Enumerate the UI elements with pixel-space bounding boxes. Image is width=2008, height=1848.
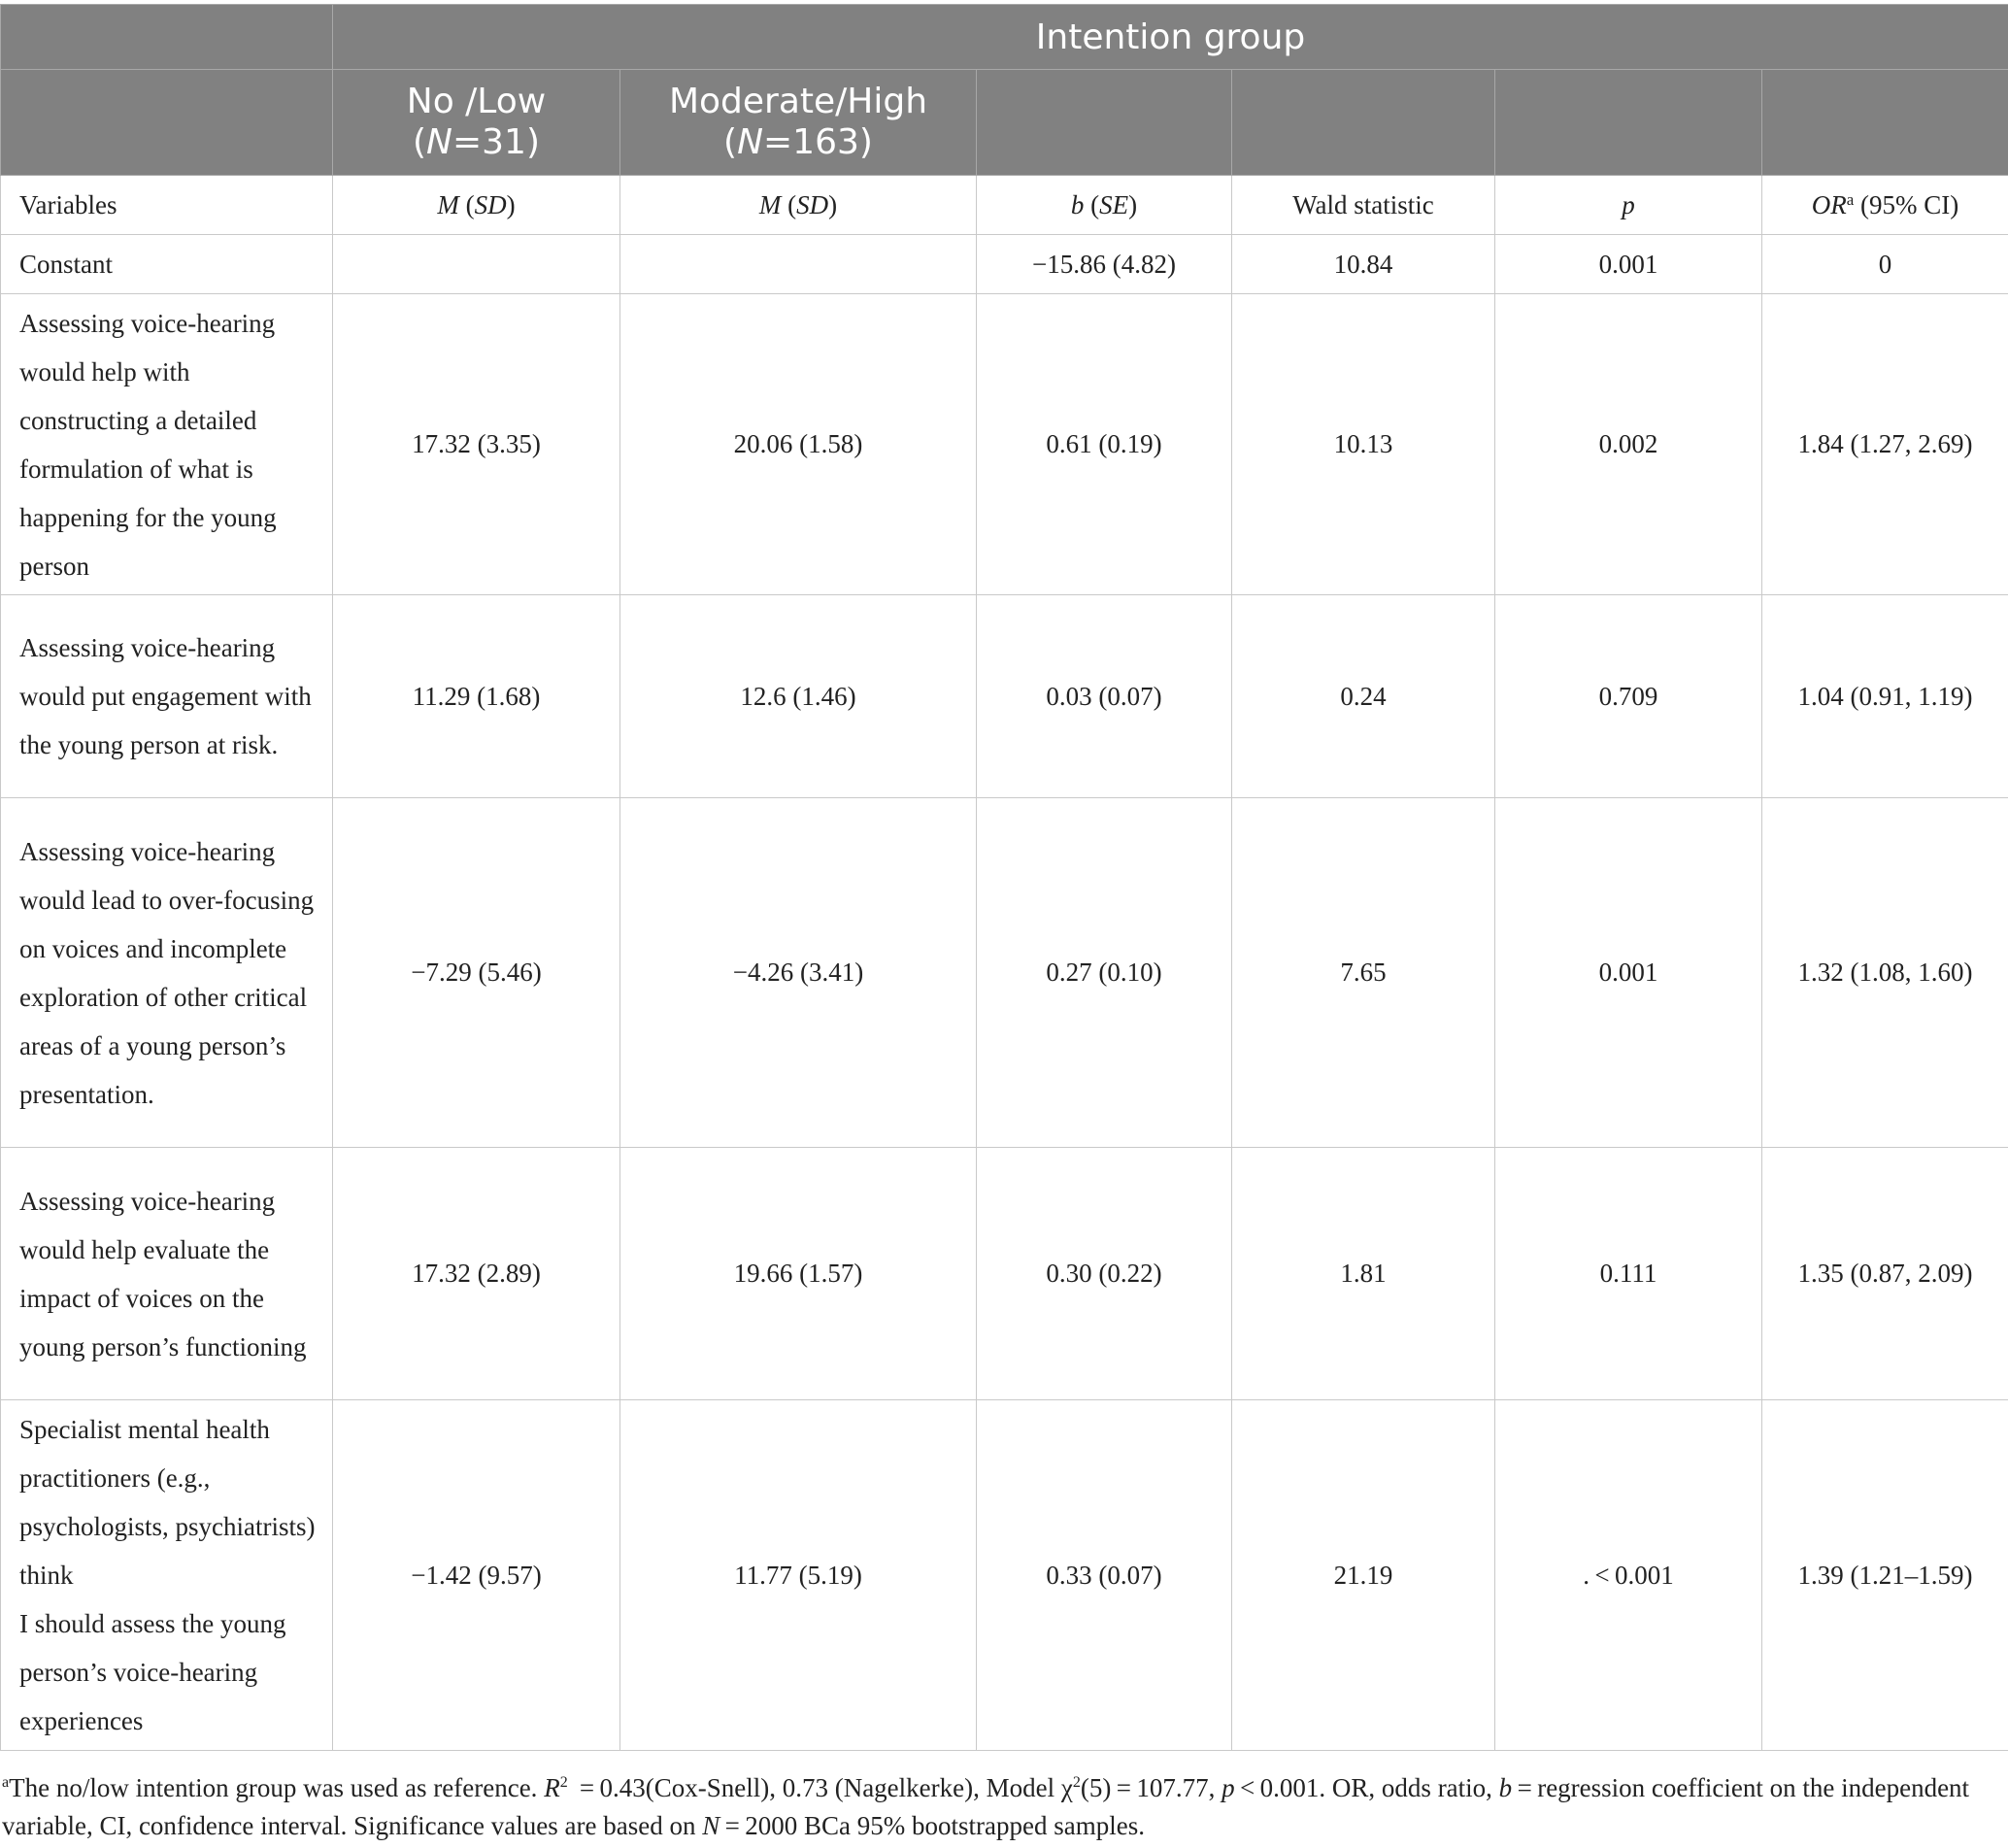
cell-p: 0.111 xyxy=(1495,1148,1762,1400)
col-header-low xyxy=(333,70,620,176)
b-se-header: b (SE) xyxy=(977,176,1232,235)
regression-table xyxy=(0,4,2008,1751)
header-blank-cell xyxy=(1495,70,1762,176)
row-label: Assessing voice-hearing would help with constructing a detailed formulation of what is happening for the young person xyxy=(1,294,333,595)
cell-b-se: 0.30 (0.22) xyxy=(977,1148,1232,1400)
cell-low: −7.29 (5.46) xyxy=(333,798,620,1148)
table-row xyxy=(1,294,2008,595)
cell-p: 0.002 xyxy=(1495,294,1762,595)
col-header-high xyxy=(620,70,977,176)
cell-b-se: 0.03 (0.07) xyxy=(977,595,1232,798)
table-row xyxy=(1,1400,2008,1751)
row-label-line1: Specialist mental health practitioners (e.g., psychologists, psychiatrists) think xyxy=(19,1415,316,1590)
cell-high: 19.66 (1.57) xyxy=(620,1148,977,1400)
cell-p: 0.001 xyxy=(1495,798,1762,1148)
row-label xyxy=(1,1400,333,1751)
header-row-group xyxy=(1,5,2008,70)
table-row xyxy=(1,1148,2008,1400)
cell-high xyxy=(620,235,977,294)
cell-or: 0 xyxy=(1762,235,2008,294)
cell-b-se: 0.27 (0.10) xyxy=(977,798,1232,1148)
row-label: Assessing voice-hearing would help evaluate the impact of voices on the young person’s functioning xyxy=(1,1148,333,1400)
cell-low: −1.42 (9.57) xyxy=(333,1400,620,1751)
intention-group-header: Intention group xyxy=(333,5,2008,70)
or-header: $OR^a$ (95% CI) xyxy=(1762,176,2008,235)
cell-high: 20.06 (1.58) xyxy=(620,294,977,595)
cell-wald: 10.84 xyxy=(1232,235,1495,294)
cell-or: 1.84 (1.27, 2.69) xyxy=(1762,294,2008,595)
m-sd-low-header: M (SD) xyxy=(333,176,620,235)
header-blank-cell xyxy=(1762,70,2008,176)
col-high-n: (N=163) xyxy=(723,122,873,162)
header-row-groups xyxy=(1,70,2008,176)
header-blank-cell xyxy=(1,5,333,70)
cell-b-se: 0.61 (0.19) xyxy=(977,294,1232,595)
table-footnote: $^a$The no/low intention group was used as reference. $R^2$ = 0.43(Cox-Snell), 0.73 (Nagelkerke), Model $\chi^2(5) = 107.77$, p < 0.001. OR, odds ratio, b = regression coefficient on the independent variable, CI, confidence interval. Significance values are based on N = 2000 BCa 95% bootstrapped samples. xyxy=(2,1773,1970,1840)
cell-low xyxy=(333,235,620,294)
cell-wald: 10.13 xyxy=(1232,294,1495,595)
cell-wald: 0.24 xyxy=(1232,595,1495,798)
cell-b-se: −15.86 (4.82) xyxy=(977,235,1232,294)
cell-low: 17.32 (2.89) xyxy=(333,1148,620,1400)
cell-or: 1.04 (0.91, 1.19) xyxy=(1762,595,2008,798)
cell-or: 1.35 (0.87, 2.09) xyxy=(1762,1148,2008,1400)
m-sd-high-header: M (SD) xyxy=(620,176,977,235)
cell-wald: 21.19 xyxy=(1232,1400,1495,1751)
table-row xyxy=(1,595,2008,798)
col-low-label: No /Low xyxy=(406,82,547,121)
header-blank-cell xyxy=(1,70,333,176)
regression-table-container xyxy=(0,4,2008,1751)
variables-header: Variables xyxy=(1,176,333,235)
row-label: Assessing voice-hearing would lead to over-focusing on voices and incomplete exploration of other critical areas of a young person’s presentation. xyxy=(1,798,333,1148)
cell-wald: 1.81 xyxy=(1232,1148,1495,1400)
header-blank-cell xyxy=(1232,70,1495,176)
table-row xyxy=(1,235,2008,294)
wald-header: Wald statistic xyxy=(1232,176,1495,235)
cell-low: 17.32 (3.35) xyxy=(333,294,620,595)
cell-or: 1.32 (1.08, 1.60) xyxy=(1762,798,2008,1148)
cell-high: 12.6 (1.46) xyxy=(620,595,977,798)
col-low-n: (N=31) xyxy=(412,122,540,162)
col-high-label: Moderate/High xyxy=(668,82,928,121)
row-label-line2: I should assess the young person’s voice-hearing experiences xyxy=(19,1609,286,1735)
table-row xyxy=(1,798,2008,1148)
cell-low: 11.29 (1.68) xyxy=(333,595,620,798)
p-header: p xyxy=(1495,176,1762,235)
cell-high: 11.77 (5.19) xyxy=(620,1400,977,1751)
cell-wald: 7.65 xyxy=(1232,798,1495,1148)
cell-p: 0.001 xyxy=(1495,235,1762,294)
cell-b-se: 0.33 (0.07) xyxy=(977,1400,1232,1751)
cell-p: 0.709 xyxy=(1495,595,1762,798)
cell-or: 1.39 (1.21–1.59) xyxy=(1762,1400,2008,1751)
cell-high: −4.26 (3.41) xyxy=(620,798,977,1148)
row-label: Assessing voice-hearing would put engagement with the young person at risk. xyxy=(1,595,333,798)
row-label: Constant xyxy=(1,235,333,294)
cell-p: . < 0.001 xyxy=(1495,1400,1762,1751)
subheader-row xyxy=(1,176,2008,235)
header-blank-cell xyxy=(977,70,1232,176)
